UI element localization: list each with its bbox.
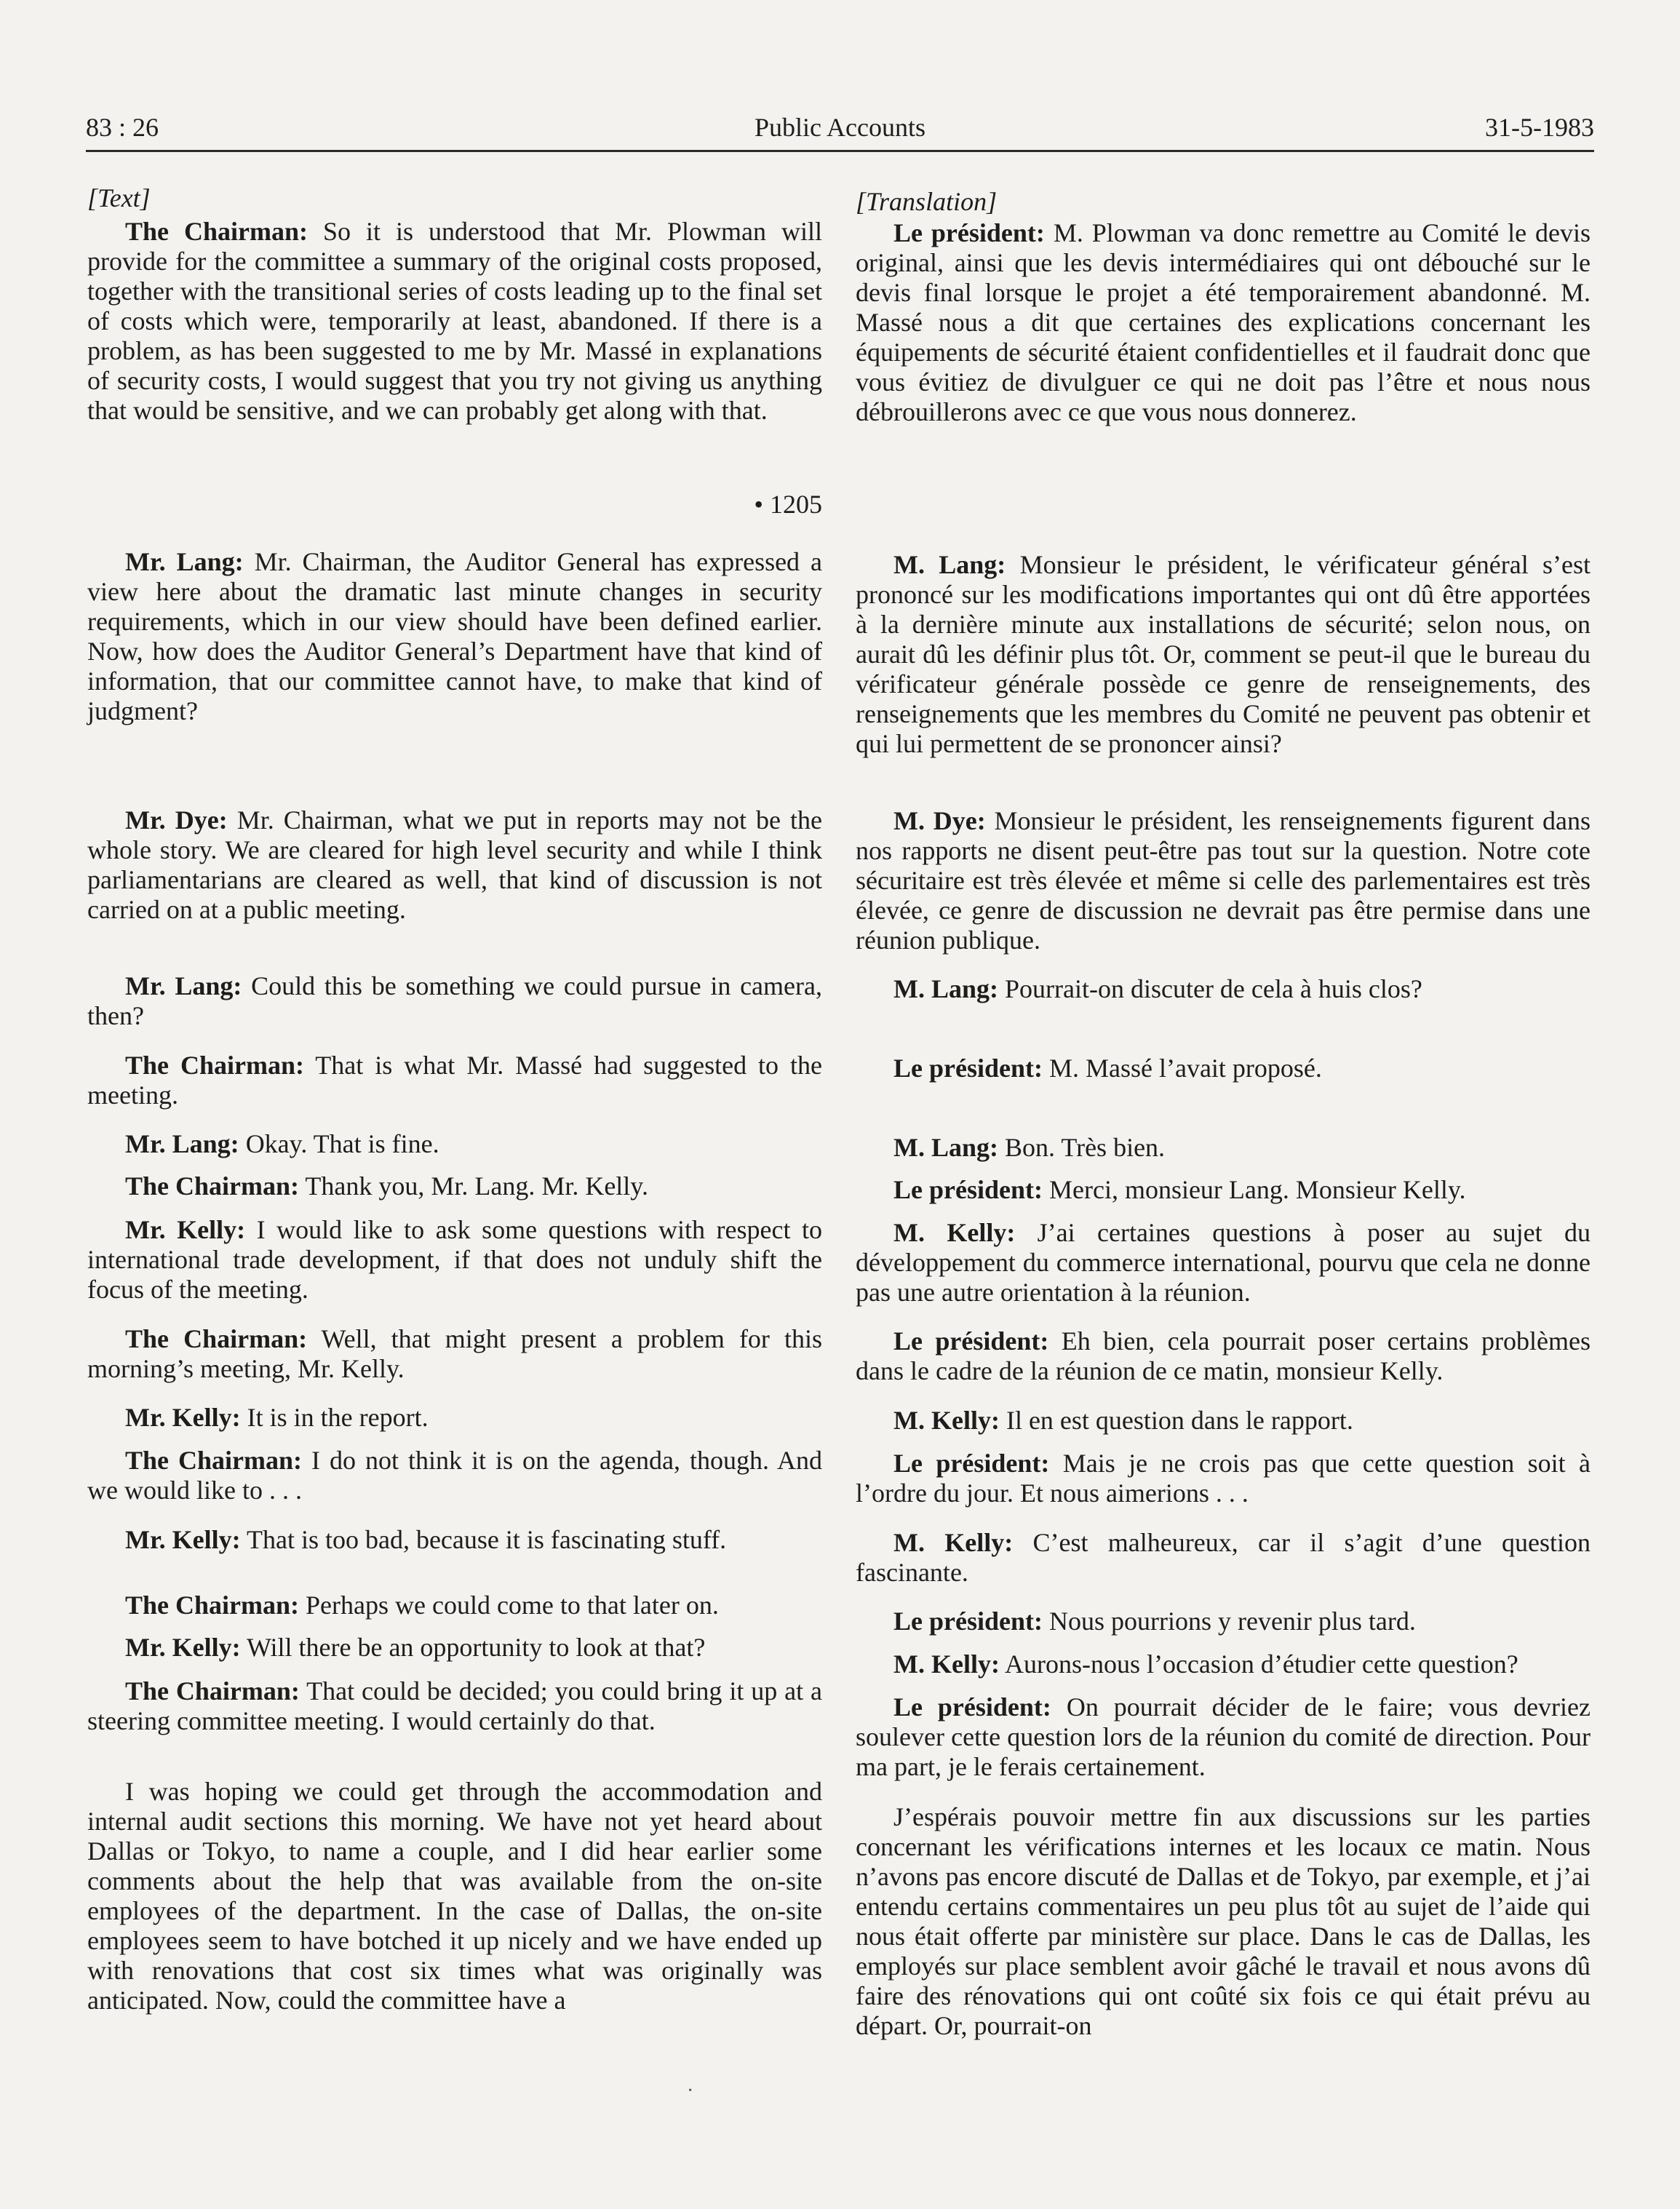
paragraph	[856, 1802, 1591, 2041]
speech-text: Aurons-nous l’occasion d’étudier cette question?	[999, 1649, 1518, 1679]
paragraph	[87, 1129, 822, 1159]
speaker-name: Le président:	[893, 1449, 1050, 1478]
speaker-name: The Chairman:	[125, 1324, 308, 1353]
speaker-name: M. Kelly:	[893, 1218, 1016, 1247]
speaker-name: Le président:	[893, 1607, 1043, 1636]
speech-text: J’espérais pouvoir mettre fin aux discussions sur les parties concernant les vérifications internes et les locaux ce matin. Nous n’avons pas encore discuté de Dallas et de Tokyo, par exemple, et j’ai entendu certains commentaires un peu plus tôt au sujet de l’aide qui nous était offerte par ministère sur place. Dans le cas de Dallas, les employés sur place semblent avoir gâché le travail et nous avons dû faire des rénovations qui ont coûté six fois ce qui était prévu au départ. Or, pourrait-on	[856, 1802, 1591, 2040]
speech-text: Perhaps we could come to that later on.	[299, 1591, 719, 1620]
paragraph	[87, 1051, 822, 1110]
paragraph	[856, 1692, 1591, 1782]
speaker-name: Mr. Lang:	[125, 547, 244, 576]
speech-text: That could be decided; you could bring it up at a steering committee meeting. I would certainly do that.	[87, 1676, 822, 1735]
paragraph	[856, 974, 1591, 1004]
paragraph	[856, 1326, 1591, 1386]
speaker-name: The Chairman:	[125, 1051, 304, 1080]
paragraph	[87, 1171, 822, 1201]
text-label: [Text]	[87, 183, 151, 212]
speaker-name: Le président:	[893, 218, 1045, 247]
speech-text: Mr. Chairman, what we put in reports may not be the whole story. We are cleared for high level security and while I think parliamentarians are cleared as well, that kind of discussion is not carried on at a public meeting.	[87, 805, 822, 924]
paragraph	[87, 217, 822, 426]
speaker-name: Mr. Lang:	[125, 1129, 239, 1158]
page-number: 83 : 26	[86, 113, 159, 142]
speaker-name: M. Dye:	[893, 806, 986, 835]
paragraph	[856, 1133, 1591, 1163]
speaker-name: Mr. Kelly:	[125, 1403, 241, 1432]
speaker-name: Mr. Dye:	[125, 805, 228, 835]
paragraph	[856, 1175, 1591, 1205]
speaker-name: Mr. Kelly:	[125, 1633, 241, 1662]
speaker-name: Le président:	[893, 1175, 1043, 1204]
paragraph	[856, 1649, 1591, 1679]
time-marker: • 1205	[754, 490, 822, 519]
speaker-name: Mr. Kelly:	[125, 1525, 241, 1554]
speaker-name: Le président:	[893, 1692, 1051, 1722]
paragraph	[87, 1446, 822, 1505]
paragraph	[856, 550, 1591, 759]
paragraph	[87, 1215, 822, 1305]
speech-text: Will there be an opportunity to look at that?	[240, 1633, 706, 1662]
paragraph	[856, 1528, 1591, 1588]
paragraph	[87, 1777, 822, 2015]
speech-text: Well, that might present a problem for this morning’s meeting, Mr. Kelly.	[87, 1324, 823, 1383]
paragraph	[87, 1633, 822, 1663]
speech-text: Could this be something we could pursue in camera, then?	[87, 971, 822, 1030]
speech-text: On pourrait décider de le faire; vous devriez soulever cette question lors de la réunion du comité de direction. Pour ma part, je le ferais certainement.	[856, 1692, 1591, 1781]
speaker-name: M. Kelly:	[893, 1406, 1000, 1435]
paragraph	[87, 547, 822, 726]
speech-text: I was hoping we could get through the accommodation and internal audit sections this morning. We have not yet heard about Dallas or Tokyo, to name a couple, and I did hear earlier some comments about the help that was available from the on-site employees of the department. In the case of Dallas, the on-site employees seem to have botched it up nicely and we have ended up with renovations that cost six times what was originally was anticipated. Now, could the committee have a	[87, 1777, 822, 2015]
speaker-name: The Chairman:	[125, 1446, 303, 1475]
paragraph	[87, 1324, 822, 1384]
speaker-name: The Chairman:	[125, 1591, 300, 1620]
speaker-name: M. Kelly:	[893, 1649, 1000, 1679]
speech-text: Thank you, Mr. Lang. Mr. Kelly.	[299, 1171, 648, 1201]
speech-text: That is too bad, because it is fascinating stuff.	[240, 1525, 727, 1554]
speaker-name: M. Lang:	[893, 974, 998, 1003]
paragraph	[87, 1676, 822, 1736]
speaker-name: The Chairman:	[125, 217, 308, 246]
paragraph	[856, 1218, 1591, 1308]
paragraph	[856, 1449, 1591, 1508]
speech-text: Pourrait-on discuter de cela à huis clos?	[998, 974, 1422, 1003]
translation-label: [Translation]	[856, 187, 998, 216]
speech-text: It is in the report.	[240, 1403, 429, 1432]
speaker-name: M. Kelly:	[893, 1528, 1014, 1557]
speech-text: I do not think it is on the agenda, though. And we would like to . . .	[87, 1446, 822, 1505]
paragraph	[87, 805, 822, 925]
speech-text: Eh bien, cela pourrait poser certains problèmes dans le cadre de la réunion de ce matin, monsieur Kelly.	[856, 1326, 1591, 1385]
speech-text: J’ai certaines questions à poser au sujet du développement du commerce international, pourvu que cela ne donne pas une autre orientation à la réunion.	[856, 1218, 1591, 1307]
speech-text: M. Plowman va donc remettre au Comité le devis original, ainsi que les devis intermédiaires qui ont débouché sur le devis final lorsque le projet a été temporairement abandonné. M. Massé nous a dit que certaines des explications concernant les équipements de sécurité étaient confidentielles et il faudrait donc que vous évitiez de divulguer ce qui ne doit pas l’être et nous nous débrouillerons avec ce que vous nous donnerez.	[856, 218, 1591, 426]
speech-text: Nous pourrions y revenir plus tard.	[1042, 1607, 1416, 1636]
paragraph	[87, 1591, 822, 1620]
speaker-name: Mr. Lang:	[125, 971, 242, 1000]
speech-text: So it is understood that Mr. Plowman will provide for the committee a summary of the original costs proposed, together with the transitional series of costs leading up to the final set of costs which were, temporarily at least, abandoned. If there is a problem, as has been suggested to me by Mr. Massé in explanations of security costs, I would suggest that you try not giving us anything that would be sensitive, and we can probably get along with that.	[87, 217, 823, 425]
speaker-name: Le président:	[893, 1054, 1043, 1083]
speaker-name: M. Lang:	[893, 1133, 998, 1162]
paragraph	[856, 1054, 1591, 1083]
speaker-name: The Chairman:	[125, 1676, 300, 1705]
speaker-name: Le président:	[893, 1326, 1049, 1356]
paragraph	[87, 1403, 822, 1433]
speaker-name: M. Lang:	[893, 550, 1006, 579]
publication-title: Public Accounts	[755, 113, 925, 142]
paragraph	[856, 806, 1591, 955]
footer-mark: ·	[687, 2079, 694, 2102]
speech-text: Il en est question dans le rapport.	[999, 1406, 1353, 1435]
paragraph	[87, 1525, 822, 1555]
speech-text: Monsieur le président, les renseignements figurent dans nos rapports ne disent peut-être pas tout sur la question. Notre cote sécuritaire est très élevée et même si celle des parlementaires est très élevée, ce genre de discussion ne devrait pas être permise dans une réunion publique.	[856, 806, 1591, 955]
paragraph	[87, 971, 822, 1031]
speech-text: Monsieur le président, le vérificateur général s’est prononcé sur les modifications importantes qui ont dû être apportées à la dernière minute aux installations de sécurité; selon nous, on aurait dû les définir plus tôt. Or, comment se peut-il que le bureau du vérificateur générale possède ce genre de renseignements, des renseignements que les membres du Comité ne peuvent pas obtenir et qui lui permettent de se prononcer ainsi?	[856, 550, 1591, 758]
speech-text: M. Massé l’avait proposé.	[1042, 1054, 1322, 1083]
speech-text: Bon. Très bien.	[998, 1133, 1166, 1162]
speech-text: Mr. Chairman, the Auditor General has expressed a view here about the dramatic last minute changes in security requirements, which in our view should have been defined earlier. Now, how does the Auditor General’s Department have that kind of information, that our committee cannot have, to make that kind of judgment?	[87, 547, 822, 725]
page-date: 31-5-1983	[1485, 113, 1594, 142]
speaker-name: Mr. Kelly:	[125, 1215, 246, 1244]
speech-text: That is what Mr. Massé had suggested to the meeting.	[87, 1051, 822, 1110]
speech-text: Merci, monsieur Lang. Monsieur Kelly.	[1042, 1175, 1466, 1204]
page-header	[86, 109, 1594, 152]
speech-text: Okay. That is fine.	[239, 1129, 439, 1158]
paragraph	[856, 218, 1591, 427]
speech-text: I would like to ask some questions with respect to international trade development, if that does not unduly shift the focus of the meeting.	[87, 1215, 822, 1304]
speech-text: Mais je ne crois pas que cette question soit à l’ordre du jour. Et nous aimerions . . .	[856, 1449, 1591, 1508]
speaker-name: The Chairman:	[125, 1171, 300, 1201]
paragraph	[856, 1406, 1591, 1436]
speech-text: C’est malheureux, car il s’agit d’une question fascinante.	[856, 1528, 1591, 1587]
paragraph	[856, 1607, 1591, 1636]
